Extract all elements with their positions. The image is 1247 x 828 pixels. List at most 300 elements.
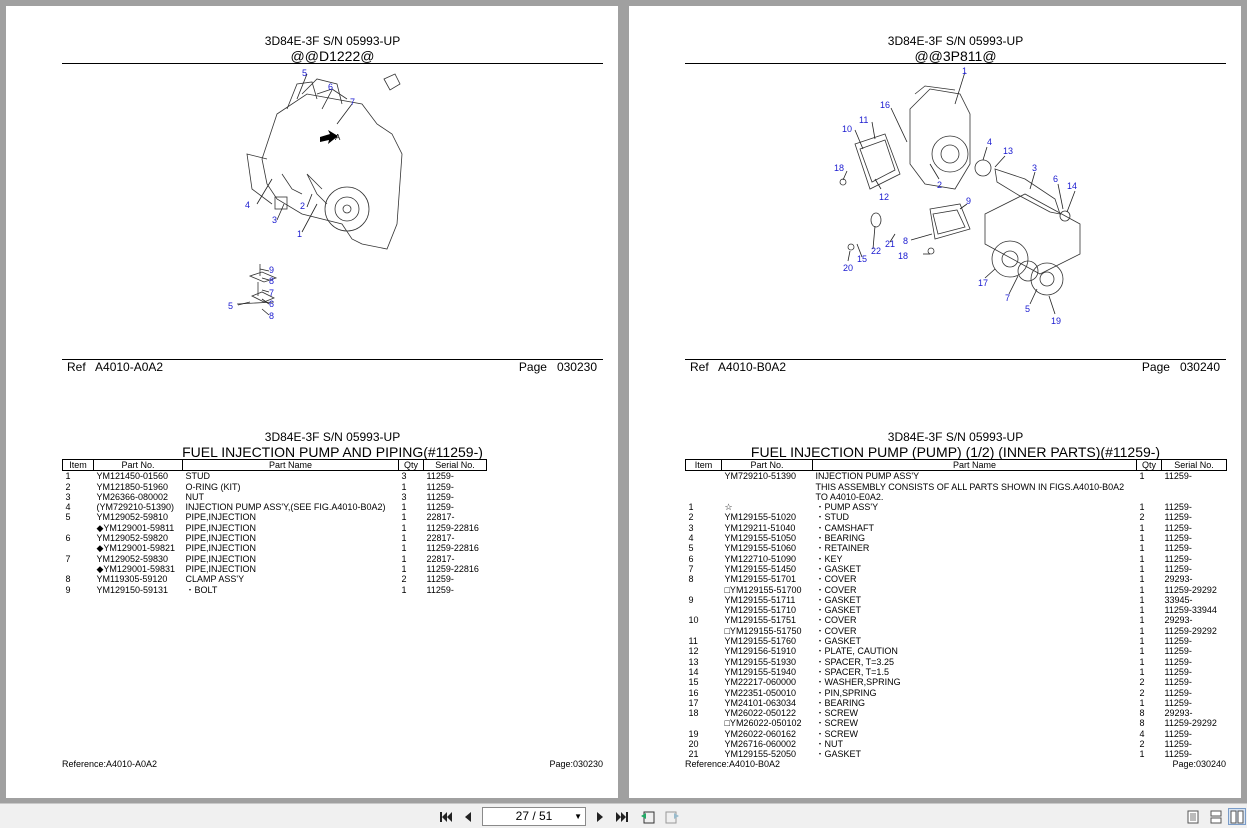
table-row: [686, 636, 1227, 646]
column-header: Part No.: [722, 460, 813, 471]
page-content: [685, 6, 1226, 798]
part-number-cell: YM129155-51710: [724, 605, 797, 616]
part-name-cell: THIS ASSEMBLY CONSISTS OF ALL PARTS SHOWN IN FIGS.A4010-B0A2: [815, 481, 1125, 492]
qty-cell: 1: [1139, 502, 1145, 513]
table-header-row: [686, 460, 1227, 471]
qty-cell: 1: [1139, 584, 1145, 595]
page-indicator: 27 / 51: [515, 809, 553, 823]
qty-cell: 1: [401, 543, 407, 554]
qty-cell: 1: [1139, 666, 1145, 677]
qty-cell: 1: [401, 512, 407, 523]
qty-cell: [1137, 482, 1162, 492]
item-cell: 7: [688, 563, 694, 574]
qty-cell: 1: [1139, 749, 1145, 760]
page-header-code: @@D1222@: [290, 48, 375, 64]
table-header-row: [63, 460, 487, 471]
part-name-cell: ・SCREW: [815, 708, 858, 719]
item-cell: 5: [688, 543, 694, 554]
table-row: [686, 646, 1227, 656]
serial-cell: 22817-: [426, 533, 455, 544]
part-number-cell: YM26022-050122: [724, 708, 797, 719]
serial-cell: 11259-22816: [426, 543, 479, 554]
qty-cell: 2: [401, 574, 407, 585]
qty-cell: 1: [1139, 594, 1145, 605]
callout-label: 9: [269, 265, 275, 275]
last-page-icon: [615, 811, 629, 823]
callout-label: 1: [297, 229, 303, 239]
qty-cell: 2: [1139, 512, 1145, 523]
serial-cell: 11259-: [1164, 512, 1192, 523]
part-name-cell: ・COVER: [815, 625, 857, 636]
part-number-cell: YM121450-01560: [96, 471, 169, 482]
part-name-cell: ・COVER: [815, 574, 857, 585]
part-number-cell: [722, 492, 813, 502]
pump-drawing: [840, 86, 1080, 295]
callout-label: A: [335, 133, 341, 142]
serial-cell: 11259-: [1164, 728, 1192, 739]
serial-cell: 11259-22816: [426, 563, 479, 574]
part-name-cell: ・GASKET: [815, 605, 862, 616]
parts-table-left: [62, 459, 487, 595]
page-number-label: Page 030240: [1141, 360, 1220, 374]
part-name-cell: ・SCREW: [815, 728, 858, 739]
qty-cell: 1: [401, 481, 407, 492]
part-number-cell: YM129052-59830: [96, 553, 169, 564]
table-row: [686, 688, 1227, 698]
item-cell: 9: [65, 584, 71, 595]
part-name-cell: ・PIN,SPRING: [815, 687, 877, 698]
part-number-cell: YM22351-050010: [724, 687, 797, 698]
callout-label: 5: [302, 68, 308, 78]
qty-cell: 1: [1139, 615, 1145, 626]
qty-cell: 1: [1139, 697, 1145, 708]
callout-label: 8: [903, 236, 909, 246]
serial-cell: 11259-: [1164, 522, 1192, 533]
serial-cell: 11259-29292: [1164, 718, 1217, 729]
part-name-cell: ・NUT: [815, 739, 843, 750]
back-view-button[interactable]: [639, 808, 657, 825]
item-cell: 8: [688, 574, 694, 585]
single-page-view-button[interactable]: [1184, 808, 1202, 825]
item-cell: 1: [688, 502, 694, 513]
column-header: Qty: [1137, 460, 1162, 471]
qty-cell: 8: [1139, 718, 1145, 729]
section-model: 3D84E-3F S/N 05993-UP: [887, 430, 1024, 444]
table-row: [686, 574, 1227, 584]
table-row: [686, 595, 1227, 605]
table-row: [63, 533, 487, 543]
serial-cell: 11259-: [1164, 502, 1192, 513]
column-header: Item: [686, 460, 722, 471]
item-cell: 4: [688, 533, 694, 544]
item-cell: 6: [65, 533, 71, 544]
callout-label: 22: [871, 246, 882, 256]
item-cell: 11: [688, 636, 698, 647]
serial-cell: 11259-29292: [1164, 584, 1217, 595]
callout-label: 18: [898, 251, 909, 261]
callout-label: 11: [859, 115, 869, 125]
serial-cell: 11259-: [426, 574, 454, 585]
part-number-cell: □YM26022-050102: [724, 718, 802, 729]
part-name-cell: PIPE,INJECTION: [185, 553, 257, 564]
page-number-input[interactable]: [482, 807, 586, 826]
serial-cell: 11259-: [1164, 543, 1192, 554]
part-number-cell: YM129156-51910: [724, 646, 797, 657]
part-number-cell: ◆YM129001-59821: [96, 543, 175, 554]
item-cell: [63, 564, 94, 574]
serial-cell: 11259-29292: [1164, 625, 1217, 636]
qty-cell: 2: [1139, 739, 1145, 750]
serial-cell: 11259-: [1164, 677, 1192, 688]
part-number-cell: YM129155-51940: [724, 666, 797, 677]
part-name-cell: ・COVER: [815, 584, 857, 595]
table-row: [686, 626, 1227, 636]
callout-label: 8: [269, 276, 275, 286]
callout-label: 6: [1053, 174, 1059, 184]
part-number-cell: ◆YM129001-59831: [96, 563, 175, 574]
qty-cell: 1: [1139, 553, 1145, 564]
part-number-cell: ◆YM129001-59811: [96, 522, 175, 533]
first-page-icon: [439, 811, 453, 823]
part-name-cell: ・BEARING: [815, 533, 866, 544]
callout-label: 4: [987, 137, 993, 147]
serial-cell: 11259-: [426, 584, 454, 595]
table-row: [686, 564, 1227, 574]
qty-cell: 1: [1139, 625, 1145, 636]
qty-cell: 1: [1139, 563, 1145, 574]
callout-label: 6: [328, 82, 334, 92]
part-number-cell: YM129155-51020: [724, 512, 797, 523]
item-cell: 2: [65, 481, 71, 492]
table-row: [63, 492, 487, 502]
serial-cell: 11259-: [1164, 646, 1192, 657]
part-number-cell: (YM729210-51390): [96, 502, 175, 513]
item-cell: 14: [688, 666, 699, 677]
qty-cell: 1: [1139, 636, 1145, 647]
item-cell: [686, 482, 722, 492]
footer-page: Page:030230: [549, 759, 603, 769]
footer-reference: Reference:A4010-B0A2: [685, 759, 781, 769]
part-number-cell: YM129211-51040: [724, 522, 796, 533]
callout-label: 2: [937, 180, 943, 190]
qty-cell: 1: [1139, 574, 1145, 585]
table-row: [63, 585, 487, 595]
part-name-cell: ・GASKET: [815, 594, 862, 605]
callout-label: 14: [1067, 181, 1078, 191]
table-row: [686, 585, 1227, 595]
part-name-cell: ・PUMP ASS'Y: [815, 502, 879, 513]
item-cell: [686, 718, 722, 728]
part-number-cell: YM26716-060002: [724, 739, 797, 750]
callout-label: 15: [857, 254, 868, 264]
item-cell: 5: [65, 512, 71, 523]
callout-label: 16: [880, 100, 891, 110]
serial-cell: 11259-: [1164, 687, 1192, 698]
qty-cell: 1: [401, 502, 407, 513]
item-cell: [686, 471, 722, 482]
callout-label: 9: [966, 196, 972, 206]
qty-cell: 1: [401, 553, 407, 564]
serial-cell: 11259-: [1164, 553, 1192, 564]
column-header: Part Name: [183, 460, 399, 471]
table-row: [63, 574, 487, 584]
callout-label: 3: [1032, 163, 1038, 173]
serial-cell: 11259-: [1164, 739, 1192, 750]
table-row: [686, 502, 1227, 512]
callout-label: 7: [350, 97, 356, 107]
ref-label: Ref A4010-B0A2: [690, 360, 787, 374]
part-number-cell: YM729210-51390: [724, 471, 797, 482]
serial-cell: 22817-: [426, 553, 455, 564]
callout-label: 18: [834, 163, 845, 173]
forward-view-icon: [664, 810, 680, 824]
item-cell: [686, 605, 722, 615]
ref-row: [685, 360, 1226, 376]
part-number-cell: YM121850-51960: [96, 481, 169, 492]
item-cell: 12: [688, 646, 699, 657]
item-cell: 2: [688, 512, 694, 523]
qty-cell: 1: [1139, 605, 1145, 616]
two-page-view-button[interactable]: [1228, 808, 1246, 825]
qty-cell: 1: [1139, 646, 1145, 657]
column-header: Part No.: [94, 460, 183, 471]
table-row: [686, 657, 1227, 667]
table-row: [63, 523, 487, 533]
table-row: [686, 708, 1227, 718]
callout-label: 12: [879, 192, 890, 202]
qty-cell: 8: [1139, 708, 1145, 719]
table-row: [686, 698, 1227, 708]
part-name-cell: ・GASKET: [815, 749, 862, 760]
serial-cell: 11259-: [1164, 471, 1192, 482]
table-row: [686, 482, 1227, 492]
part-number-cell: YM129155-51760: [724, 636, 797, 647]
page-header-model: 3D84E-3F S/N 05993-UP: [887, 34, 1024, 48]
item-cell: 20: [688, 739, 699, 750]
item-cell: 10: [688, 615, 699, 626]
part-number-cell: YM129155-51930: [724, 656, 797, 667]
continuous-page-icon: [1210, 810, 1222, 824]
table-row: [686, 605, 1227, 615]
table-row: [686, 471, 1227, 482]
callout-label: 13: [1003, 146, 1014, 156]
table-row: [63, 512, 487, 522]
item-cell: 17: [688, 697, 699, 708]
qty-cell: 3: [401, 491, 407, 502]
last-page-button[interactable]: [613, 808, 631, 825]
qty-cell: 1: [1139, 522, 1145, 533]
part-name-cell: PIPE,INJECTION: [185, 512, 257, 523]
qty-cell: 1: [401, 563, 407, 574]
part-name-cell: PIPE,INJECTION: [185, 533, 257, 544]
column-header: Qty: [399, 460, 424, 471]
page-header-code: @@3P811@: [914, 48, 997, 64]
continuous-view-button[interactable]: [1207, 808, 1225, 825]
part-name-cell: NUT: [185, 491, 204, 502]
part-name-cell: ・RETAINER: [815, 543, 870, 554]
callout-label: 1: [962, 66, 968, 76]
serial-cell: 11259-: [1164, 533, 1192, 544]
item-cell: 8: [65, 574, 71, 585]
part-name-cell: INJECTION PUMP ASS'Y: [815, 471, 920, 482]
table-row: [686, 554, 1227, 564]
part-number-cell: YM129150-59131: [96, 584, 169, 595]
serial-cell: 11259-33944: [1164, 605, 1217, 616]
callout-label: 2: [300, 201, 306, 211]
table-row: [63, 471, 487, 482]
callout-label: 10: [842, 124, 853, 134]
part-name-cell: ・COVER: [815, 615, 857, 626]
item-cell: 16: [688, 687, 699, 698]
item-cell: 6: [688, 553, 694, 564]
serial-cell: 29293-: [1164, 574, 1193, 585]
part-number-cell: YM22217-060000: [724, 677, 797, 688]
serial-cell: [1162, 492, 1227, 502]
table-row: [63, 554, 487, 564]
table-row: [686, 533, 1227, 543]
column-header: Serial No.: [424, 460, 487, 471]
part-name-cell: ・BOLT: [185, 584, 218, 595]
part-number-cell: YM129052-59820: [96, 533, 169, 544]
serial-cell: 29293-: [1164, 708, 1193, 719]
serial-cell: 11259-: [1164, 656, 1192, 667]
item-cell: [63, 543, 94, 553]
serial-cell: 22817-: [426, 512, 455, 523]
part-number-cell: YM129155-51701: [724, 574, 797, 585]
prev-page-button[interactable]: [459, 808, 477, 825]
part-name-cell: CLAMP ASS'Y: [185, 574, 245, 585]
part-name-cell: ・WASHER,SPRING: [815, 677, 901, 688]
serial-cell: 11259-: [426, 481, 454, 492]
section-model: 3D84E-3F S/N 05993-UP: [264, 430, 401, 444]
item-cell: [63, 523, 94, 533]
serial-cell: [1162, 482, 1227, 492]
serial-cell: 11259-: [1164, 749, 1192, 760]
column-header: Item: [63, 460, 94, 471]
part-number-cell: YM129155-52050: [724, 749, 797, 760]
item-cell: 21: [688, 749, 699, 760]
footer-reference: Reference:A4010-A0A2: [62, 759, 158, 769]
qty-cell: 1: [1139, 543, 1145, 554]
part-number-cell: YM129155-51711: [724, 594, 796, 605]
table-row: [686, 729, 1227, 739]
part-number-cell: YM26366-080002: [96, 491, 169, 502]
next-page-icon: [595, 811, 605, 823]
table-row: [686, 543, 1227, 553]
table-row: [686, 667, 1227, 677]
qty-cell: 1: [401, 533, 407, 544]
serial-cell: 11259-: [1164, 666, 1192, 677]
catalog-page-left: [6, 6, 618, 798]
qty-cell: 1: [1139, 471, 1145, 482]
serial-cell: 33945-: [1164, 594, 1193, 605]
part-name-cell: INJECTION PUMP ASS'Y,(SEE FIG.A4010-B0A2): [185, 502, 386, 513]
item-cell: 4: [65, 502, 71, 513]
table-row: [63, 502, 487, 512]
section-title: FUEL INJECTION PUMP AND PIPING(#11259-): [182, 444, 483, 460]
callout-label: 6: [269, 299, 275, 309]
qty-cell: 4: [1139, 728, 1145, 739]
part-number-cell: YM119305-59120: [96, 574, 168, 585]
part-name-cell: ・STUD: [815, 512, 849, 523]
item-cell: [686, 492, 722, 502]
part-number-cell: YM129052-59810: [96, 512, 169, 523]
part-number-cell: ☆: [724, 502, 733, 513]
table-row: [63, 482, 487, 492]
parts-diagram-right: [685, 64, 1226, 360]
part-name-cell: ・CAMSHAFT: [815, 522, 875, 533]
first-page-button[interactable]: [437, 808, 455, 825]
ref-row: [62, 360, 603, 376]
part-number-cell: YM122710-51090: [724, 553, 797, 564]
part-name-cell: PIPE,INJECTION: [185, 543, 257, 554]
part-name-cell: PIPE,INJECTION: [185, 522, 257, 533]
item-cell: 7: [65, 553, 71, 564]
callout-label: 19: [1051, 316, 1062, 326]
qty-cell: [1137, 492, 1162, 502]
part-name-cell: ・GASKET: [815, 636, 862, 647]
table-row: [63, 543, 487, 553]
part-number-cell: YM129155-51060: [724, 543, 797, 554]
chevron-down-icon[interactable]: ▼: [574, 812, 582, 821]
forward-view-button[interactable]: [663, 808, 681, 825]
callout-label: 5: [228, 301, 234, 311]
table-row: [686, 492, 1227, 502]
next-page-button[interactable]: [591, 808, 609, 825]
serial-cell: 11259-: [1164, 636, 1192, 647]
part-name-cell: STUD: [185, 471, 210, 482]
part-number-cell: [722, 482, 813, 492]
item-cell: [686, 626, 722, 636]
qty-cell: 2: [1139, 687, 1145, 698]
part-name-cell: ・GASKET: [815, 563, 862, 574]
qty-cell: 3: [401, 471, 407, 482]
callout-label: 20: [843, 263, 854, 273]
catalog-page-right: [629, 6, 1241, 798]
serial-cell: 11259-: [426, 471, 454, 482]
part-name-cell: ・SPACER, T=3.25: [815, 656, 894, 667]
serial-cell: 11259-: [426, 502, 454, 513]
table-row: [686, 523, 1227, 533]
serial-cell: 11259-: [1164, 563, 1192, 574]
serial-cell: 11259-22816: [426, 522, 479, 533]
part-number-cell: □YM129155-51700: [724, 584, 802, 595]
parts-diagram-left: [62, 64, 603, 360]
section-title: FUEL INJECTION PUMP (PUMP) (1/2) (INNER PARTS)(#11259-): [750, 444, 1161, 460]
qty-cell: 1: [401, 584, 407, 595]
qty-cell: 1: [1139, 656, 1145, 667]
serial-cell: 11259-: [1164, 697, 1192, 708]
single-page-icon: [1187, 810, 1199, 824]
part-name-cell: ・SCREW: [815, 718, 858, 729]
serial-cell: 29293-: [1164, 615, 1193, 626]
callout-label: 21: [885, 239, 896, 249]
callout-label: 5: [1025, 304, 1031, 314]
callout-label: 17: [978, 278, 989, 288]
navigation-toolbar: [0, 803, 1247, 828]
callout-label: 8: [269, 311, 275, 321]
callout-label: 4: [245, 200, 251, 210]
part-name-cell: ・PLATE, CAUTION: [815, 646, 898, 657]
part-number-cell: YM129155-51050: [724, 533, 797, 544]
footer-page: Page:030240: [1172, 759, 1226, 769]
ref-label: Ref A4010-A0A2: [67, 360, 164, 374]
column-header: Serial No.: [1162, 460, 1227, 471]
parts-table-right: [685, 459, 1227, 760]
page-content: [62, 6, 603, 798]
part-number-cell: YM24101-063034: [724, 697, 797, 708]
table-row: [686, 677, 1227, 687]
